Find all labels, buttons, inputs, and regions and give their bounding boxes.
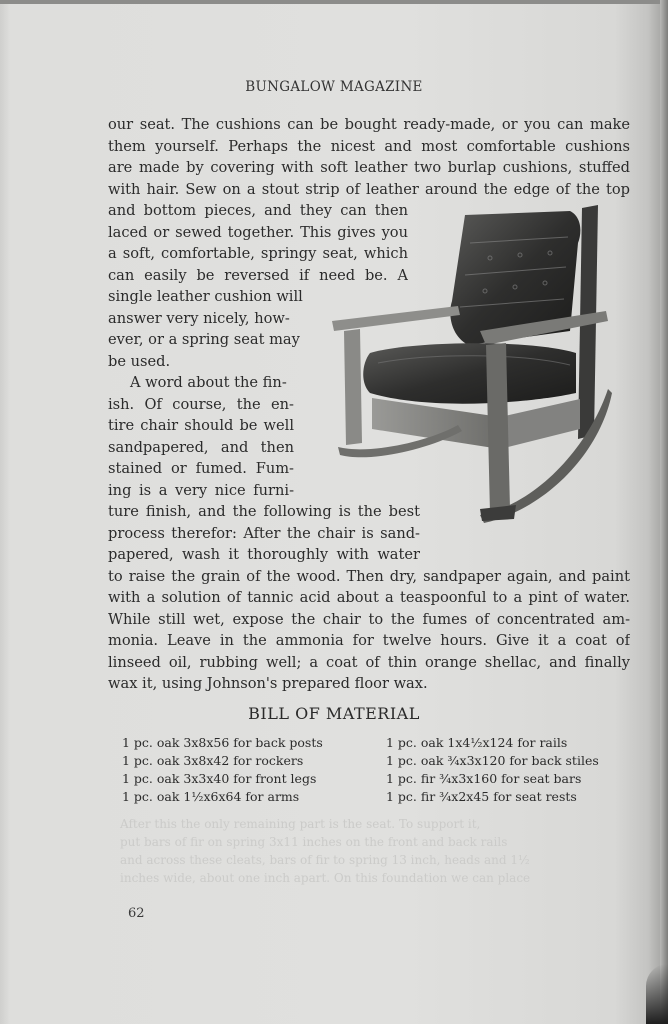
bleed-through-text: and across these cleats, bars of fir to spring 13 inch, heads and 1½: [120, 853, 530, 867]
body-line: process therefor: After the chair is sand-: [108, 525, 420, 542]
seat-cushion: [363, 343, 576, 403]
bom-item: 1 pc. oak 3x8x42 for rockers: [122, 753, 304, 768]
bleed-through-text: inches wide, about one inch apart. On this foundation we can place: [120, 871, 531, 885]
bleed-through-text: put bars of fir on spring 3x11 inches on the front and back rails: [120, 835, 508, 849]
body-line: laced or sewed together. This gives you: [108, 224, 408, 241]
bom-right-column: [386, 734, 599, 806]
body-line: are made by covering with soft leather two burlap cushions, stuffed: [108, 159, 630, 176]
body-line: ish. Of course, the en-: [108, 396, 294, 413]
body-line: single leather cushion will: [108, 288, 303, 305]
bom-left-column: [122, 734, 323, 806]
bom-item: 1 pc. oak 3x8x56 for back posts: [122, 735, 323, 750]
bom-item: 1 pc. fir ¾x2x45 for seat rests: [386, 789, 577, 804]
body-line: While still wet, expose the chair to the fumes of concentrated am-: [108, 611, 630, 628]
scan-top-edge: [0, 0, 668, 4]
rocking-chair-photo: [330, 203, 612, 523]
body-line: with a solution of tannic acid about a teaspoonful to a pint of water.: [108, 589, 630, 606]
body-line: monia. Leave in the ammonia for twelve hours. Give it a coat of: [108, 632, 630, 649]
left-front-leg: [344, 329, 362, 445]
body-line: be used.: [108, 353, 171, 370]
body-line: our seat. The cushions can be bought ready-made, or you can make: [108, 116, 630, 133]
bom-item: 1 pc. oak 1x4½x124 for rails: [386, 735, 568, 750]
rocker-foot: [480, 505, 516, 521]
body-line: can easily be reversed if need be. A: [108, 267, 408, 284]
page-number: 62: [128, 906, 145, 921]
body-line: them yourself. Perhaps the nicest and most comfortable cushions: [108, 138, 630, 155]
bom-item: 1 pc. oak 3x3x40 for front legs: [122, 771, 317, 786]
paragraph-start-line: A word about the fin-: [130, 374, 287, 391]
bill-of-material-title: BILL OF MATERIAL: [248, 704, 420, 723]
body-line: ever, or a spring seat may: [108, 331, 300, 348]
bom-item: 1 pc. oak 1½x6x64 for arms: [122, 789, 300, 804]
body-line: papered, wash it thoroughly with water: [108, 546, 420, 563]
body-line: ing is a very nice furni-: [108, 482, 294, 499]
bleed-through-text: After this the only remaining part is the seat. To support it,: [120, 817, 481, 831]
body-line: sandpapered, and then: [108, 439, 294, 456]
bom-item: 1 pc. oak ¾x3x120 for back stiles: [386, 753, 599, 768]
body-line: wax it, using Johnson's prepared floor wax.: [108, 675, 428, 692]
body-line: answer very nicely, how-: [108, 310, 290, 327]
body-line: ture finish, and the following is the best: [108, 503, 420, 520]
bom-item: 1 pc. fir ¾x3x160 for seat bars: [386, 771, 582, 786]
body-line: a soft, comfortable, springy seat, which: [108, 245, 408, 262]
body-line: with hair. Sew on a stout strip of leather around the edge of the top: [108, 181, 630, 198]
body-line: to raise the grain of the wood. Then dry, sandpaper again, and paint: [108, 568, 630, 585]
body-line: linseed oil, rubbing well; a coat of thin orange shellac, and finally: [108, 654, 630, 671]
page-corner-shadow: [646, 964, 668, 1024]
right-front-leg: [486, 343, 510, 513]
running-header: BUNGALOW MAGAZINE: [245, 79, 423, 95]
body-line: and bottom pieces, and they can then: [108, 202, 408, 219]
body-line: stained or fumed. Fum-: [108, 460, 294, 477]
body-line: tire chair should be well: [108, 417, 294, 434]
page-gutter-shadow: [660, 0, 668, 1024]
left-arm: [332, 306, 460, 331]
